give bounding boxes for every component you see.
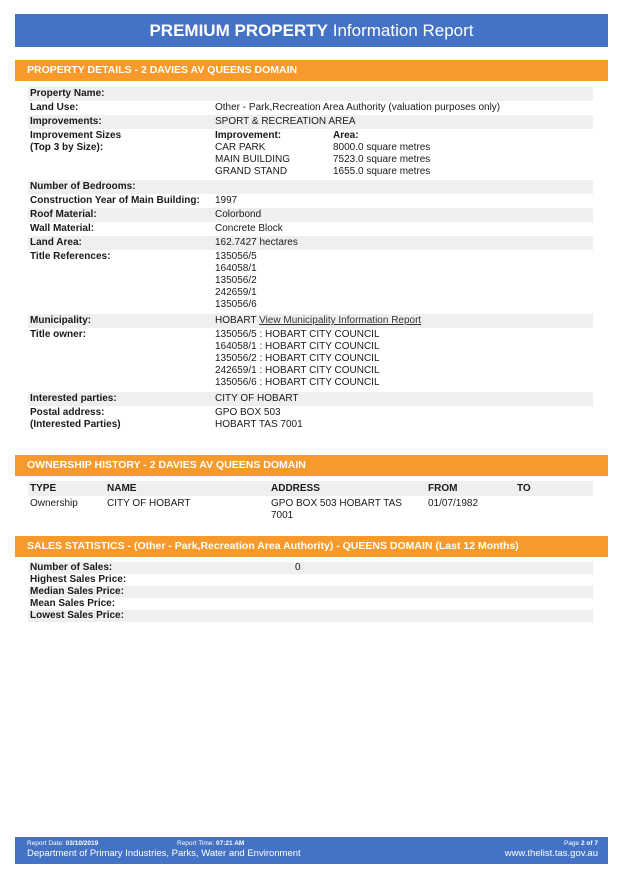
report-date [27, 840, 177, 847]
table-row [28, 496, 593, 524]
detail-value: CITY OF HOBART [215, 393, 299, 404]
stat-label: Highest Sales Price: [30, 574, 127, 585]
postal-line: HOBART TAS 7001 [215, 419, 303, 430]
property-details-section [28, 87, 593, 432]
footer-main [27, 848, 598, 859]
sizes-header-area: Area: [333, 130, 359, 141]
ownership-history-heading: OWNERSHIP HISTORY - 2 DAVIES AV QUEENS DOMAIN [15, 455, 608, 476]
stat-value: 0 [295, 562, 301, 573]
stat-row-number-of-sales [28, 562, 593, 574]
header-title-bold: PREMIUM PROPERTY [149, 21, 328, 40]
website-link[interactable]: www.thelist.tas.gov.au [504, 848, 598, 859]
sales-statistics-heading: SALES STATISTICS - (Other - Park,Recreation Area Authority) - QUEENS DOMAIN (Last 12 Months) [15, 536, 608, 557]
detail-row-improvements [28, 115, 593, 129]
cell-from: 01/07/1982 [428, 498, 479, 509]
stat-row-mean [28, 598, 593, 610]
title-owner: 135056/6 : HOBART CITY COUNCIL [215, 377, 380, 388]
report-date-value: 03/10/2019 [65, 840, 99, 847]
stat-value [295, 586, 593, 597]
stat-value [295, 574, 593, 585]
detail-row-improvement-sizes [28, 129, 593, 179]
page-total: 7 [594, 840, 598, 847]
size-name: GRAND STAND [215, 166, 288, 177]
detail-label [30, 407, 215, 431]
detail-row-municipality [28, 314, 593, 328]
title-owner: 164058/1 : HOBART CITY COUNCIL [215, 341, 380, 352]
detail-label: Construction Year of Main Building: [30, 195, 200, 206]
size-area: 1655.0 square metres [333, 166, 431, 177]
detail-value [215, 181, 593, 193]
sizes-header-improvement: Improvement: [215, 130, 282, 141]
title-owner-list [215, 329, 593, 389]
title-reference: 164058/1 [215, 263, 257, 274]
postal-label-line2: (Interested Parties) [30, 419, 121, 430]
report-date-label: Report Date: [27, 840, 64, 847]
ownership-table [28, 481, 593, 524]
detail-value: 162.7427 hectares [215, 237, 298, 248]
cell-type: Ownership [30, 498, 78, 509]
footer-meta [27, 840, 598, 847]
detail-label: Interested parties: [30, 393, 117, 404]
size-name: MAIN BUILDING [215, 154, 291, 165]
header-title-rest: Information Report [332, 21, 474, 40]
detail-label: Title owner: [30, 329, 86, 340]
detail-row-title-references [28, 250, 593, 312]
column-header-address: ADDRESS [269, 481, 426, 496]
report-time-value: 07:21 AM [216, 840, 245, 847]
sizes-label-line2: (Top 3 by Size): [30, 142, 104, 153]
stat-label: Median Sales Price: [30, 586, 124, 597]
stat-label: Lowest Sales Price: [30, 610, 124, 621]
column-header-to: TO [515, 481, 593, 496]
ownership-header-row [28, 481, 593, 496]
size-row [215, 154, 593, 166]
report-footer [15, 837, 608, 864]
detail-value: Concrete Block [215, 223, 283, 234]
size-row [215, 142, 593, 154]
report-header [15, 14, 608, 47]
page-number [564, 840, 598, 847]
title-reference: 135056/2 [215, 275, 257, 286]
detail-value [215, 315, 593, 327]
stat-value [295, 610, 593, 621]
detail-value: SPORT & RECREATION AREA [215, 116, 356, 127]
municipality-report-link[interactable]: View Municipality Information Report [259, 315, 422, 326]
municipality-name: HOBART [215, 315, 257, 326]
title-reference: 135056/5 [215, 251, 257, 262]
title-reference: 135056/6 [215, 299, 257, 310]
detail-label: Wall Material: [30, 223, 95, 234]
detail-label: Roof Material: [30, 209, 97, 220]
detail-label: Property Name: [30, 88, 105, 99]
stat-label: Number of Sales: [30, 562, 113, 573]
title-owner: 242659/1 : HOBART CITY COUNCIL [215, 365, 380, 376]
column-header-type: TYPE [28, 481, 105, 496]
detail-row-roof [28, 208, 593, 222]
detail-label: Improvements: [30, 116, 102, 127]
size-row [215, 166, 593, 178]
ownership-history-section [28, 481, 593, 524]
title-reference: 242659/1 [215, 287, 257, 298]
cell-address: GPO BOX 503 HOBART TAS 7001 [271, 498, 402, 521]
page-current: 2 [580, 840, 585, 847]
size-area: 7523.0 square metres [333, 154, 431, 165]
report-time-label: Report Time: [177, 840, 215, 847]
report-time [177, 840, 564, 847]
page-of: of [586, 840, 593, 847]
detail-row-property-name [28, 87, 593, 101]
postal-line: GPO BOX 503 [215, 407, 281, 418]
detail-row-interested-parties [28, 392, 593, 406]
stat-row-lowest [28, 610, 593, 622]
detail-row-land-use [28, 101, 593, 115]
detail-row-construction-year [28, 194, 593, 208]
detail-row-title-owner [28, 328, 593, 390]
detail-label [30, 130, 215, 178]
size-name: CAR PARK [215, 142, 266, 153]
sizes-table [215, 130, 593, 178]
size-area: 8000.0 square metres [333, 142, 431, 153]
postal-label-line1: Postal address: [30, 407, 105, 418]
stat-row-median [28, 586, 593, 598]
detail-label: Land Use: [30, 102, 79, 113]
column-header-name: NAME [105, 481, 269, 496]
detail-row-postal-address [28, 406, 593, 432]
postal-address-value [215, 407, 593, 431]
page-label: Page [563, 840, 580, 847]
detail-label: Number of Bedrooms: [30, 181, 136, 192]
detail-value: Other - Park,Recreation Area Authority (valuation purposes only) [215, 102, 501, 113]
detail-row-wall [28, 222, 593, 236]
detail-label: Land Area: [30, 237, 82, 248]
column-header-from: FROM [426, 481, 515, 496]
department-name: Department of Primary Industries, Parks, Water and Environment [27, 848, 301, 859]
detail-label: Municipality: [30, 315, 92, 326]
detail-value [215, 88, 593, 100]
stat-row-highest [28, 574, 593, 586]
title-owner: 135056/5 : HOBART CITY COUNCIL [215, 329, 380, 340]
property-details-heading: PROPERTY DETAILS - 2 DAVIES AV QUEENS DOMAIN [15, 60, 608, 81]
detail-label: Title References: [30, 251, 111, 262]
stat-value [295, 598, 593, 609]
detail-row-bedrooms [28, 180, 593, 194]
detail-value: Colorbond [215, 209, 262, 220]
detail-row-land-area [28, 236, 593, 250]
stat-label: Mean Sales Price: [30, 598, 116, 609]
title-references-list [215, 251, 593, 311]
cell-to [515, 496, 593, 524]
cell-name: CITY OF HOBART [107, 498, 191, 509]
sales-statistics-section [28, 562, 593, 622]
sizes-header [215, 130, 593, 142]
sizes-label-line1: Improvement Sizes [30, 130, 122, 141]
title-owner: 135056/2 : HOBART CITY COUNCIL [215, 353, 380, 364]
detail-value: 1997 [215, 195, 238, 206]
